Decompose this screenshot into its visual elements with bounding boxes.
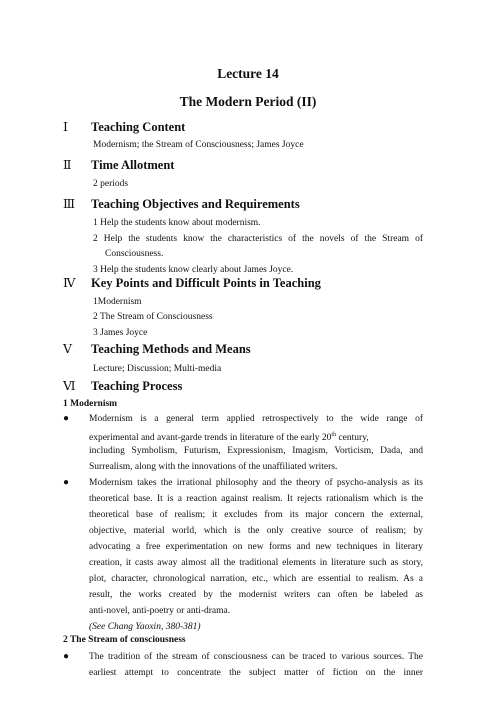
objective-line: 1 Help the students know about modernism. [93, 218, 261, 228]
section-title: Teaching Methods and Means [91, 342, 251, 356]
subheading-modernism: 1 Modernism [63, 399, 118, 409]
section-5-line: Lecture; Discussion; Multi-media [93, 364, 222, 374]
lecture-title: Lecture 14 [217, 66, 279, 81]
paragraph-line: theoretical base of realism; it excludes from its major concern the external, [89, 510, 423, 520]
key-point-line: 2 The Stream of Consciousness [93, 312, 213, 322]
paragraph-line: advocating a free experimentation on new forms and new techniques in literary [89, 542, 423, 552]
section-number: Ⅳ [63, 276, 76, 290]
section-heading-2 [63, 157, 174, 173]
section-title: Teaching Content [91, 120, 186, 134]
section-title: Teaching Process [91, 379, 183, 393]
key-point-line: 3 James Joyce [93, 328, 148, 338]
section-number: Ⅱ [63, 158, 72, 172]
paragraph-line: earliest attempt to concentrate the subject matter of fiction on the inner [89, 668, 423, 678]
section-number: Ⅰ [63, 120, 68, 134]
paragraph-line: Modernism is a general term applied retrospectively to the wide range of [89, 414, 423, 424]
lecture-subtitle: The Modern Period (II) [179, 94, 317, 109]
section-heading-3 [63, 196, 300, 212]
citation: (See Chang Yaoxin, 380-381) [89, 622, 201, 632]
objective-line: 2 Help the students know the characteristics of the novels of the Stream of [93, 234, 423, 244]
bullet-icon: ● [63, 651, 70, 662]
subheading-stream-of-consciousness: 2 The Stream of consciousness [63, 635, 186, 645]
paragraph-line [89, 427, 423, 443]
section-heading-4 [63, 275, 321, 291]
paragraph-line-tail: century, [336, 433, 369, 444]
objective-line: Consciousness. [105, 249, 164, 259]
paragraph-line: The tradition of the stream of consciousness can be traced to various sources. The [89, 652, 423, 662]
paragraph-line: theoretical base. It is a reaction against realism. It rejects rationalism which is the [89, 494, 423, 504]
paragraph-line: anti-novel, anti-poetry or anti-drama. [89, 606, 231, 616]
section-title: Key Points and Difficult Points in Teaching [91, 276, 321, 290]
section-heading-1 [63, 119, 185, 135]
section-number: Ⅲ [63, 197, 76, 211]
paragraph-line: including Symbolism, Futurism, Expressionism, Imagism, Vorticism, Dada, and [89, 446, 423, 456]
objective-line: 3 Help the students know clearly about James Joyce. [93, 265, 294, 275]
bullet-icon: ● [63, 477, 70, 488]
paragraph-line: plot, character, chronological narration, etc., which are essential to realism. As a [89, 574, 423, 584]
modernism-paragraph-1 [89, 411, 423, 475]
section-heading-6 [63, 378, 182, 394]
stream-paragraph-1 [89, 649, 423, 681]
superscript: th [331, 432, 337, 438]
section-1-line: Modernism; the Stream of Consciousness; James Joyce [93, 140, 304, 150]
bullet-icon: ● [63, 413, 70, 424]
section-heading-5 [63, 341, 251, 357]
key-point-line: 1Modernism [93, 297, 142, 307]
paragraph-line: objective, material world, which is the only creative source of realism; by [89, 526, 423, 536]
section-title: Time Allotment [91, 158, 175, 172]
section-title: Teaching Objectives and Requirements [91, 197, 300, 211]
section-number: Ⅵ [63, 379, 76, 393]
paragraph-line-text: experimental and avant-garde trends in literature of the early 20 [89, 433, 332, 444]
paragraph-line: creation, it casts away almost all the traditional elements in literature such as story, [89, 558, 423, 568]
paragraph-line: Modernism takes the irrational philosophy and the theory of psycho-analysis as its [89, 478, 423, 488]
modernism-paragraph-2 [89, 475, 423, 635]
paragraph-line: result, the works created by the modernist writers can often be labeled as [89, 590, 423, 600]
section-2-line: 2 periods [93, 179, 129, 189]
section-number: Ⅴ [63, 342, 73, 356]
paragraph-line: Surrealism, along with the innovations of the unaffiliated writers. [89, 462, 338, 472]
